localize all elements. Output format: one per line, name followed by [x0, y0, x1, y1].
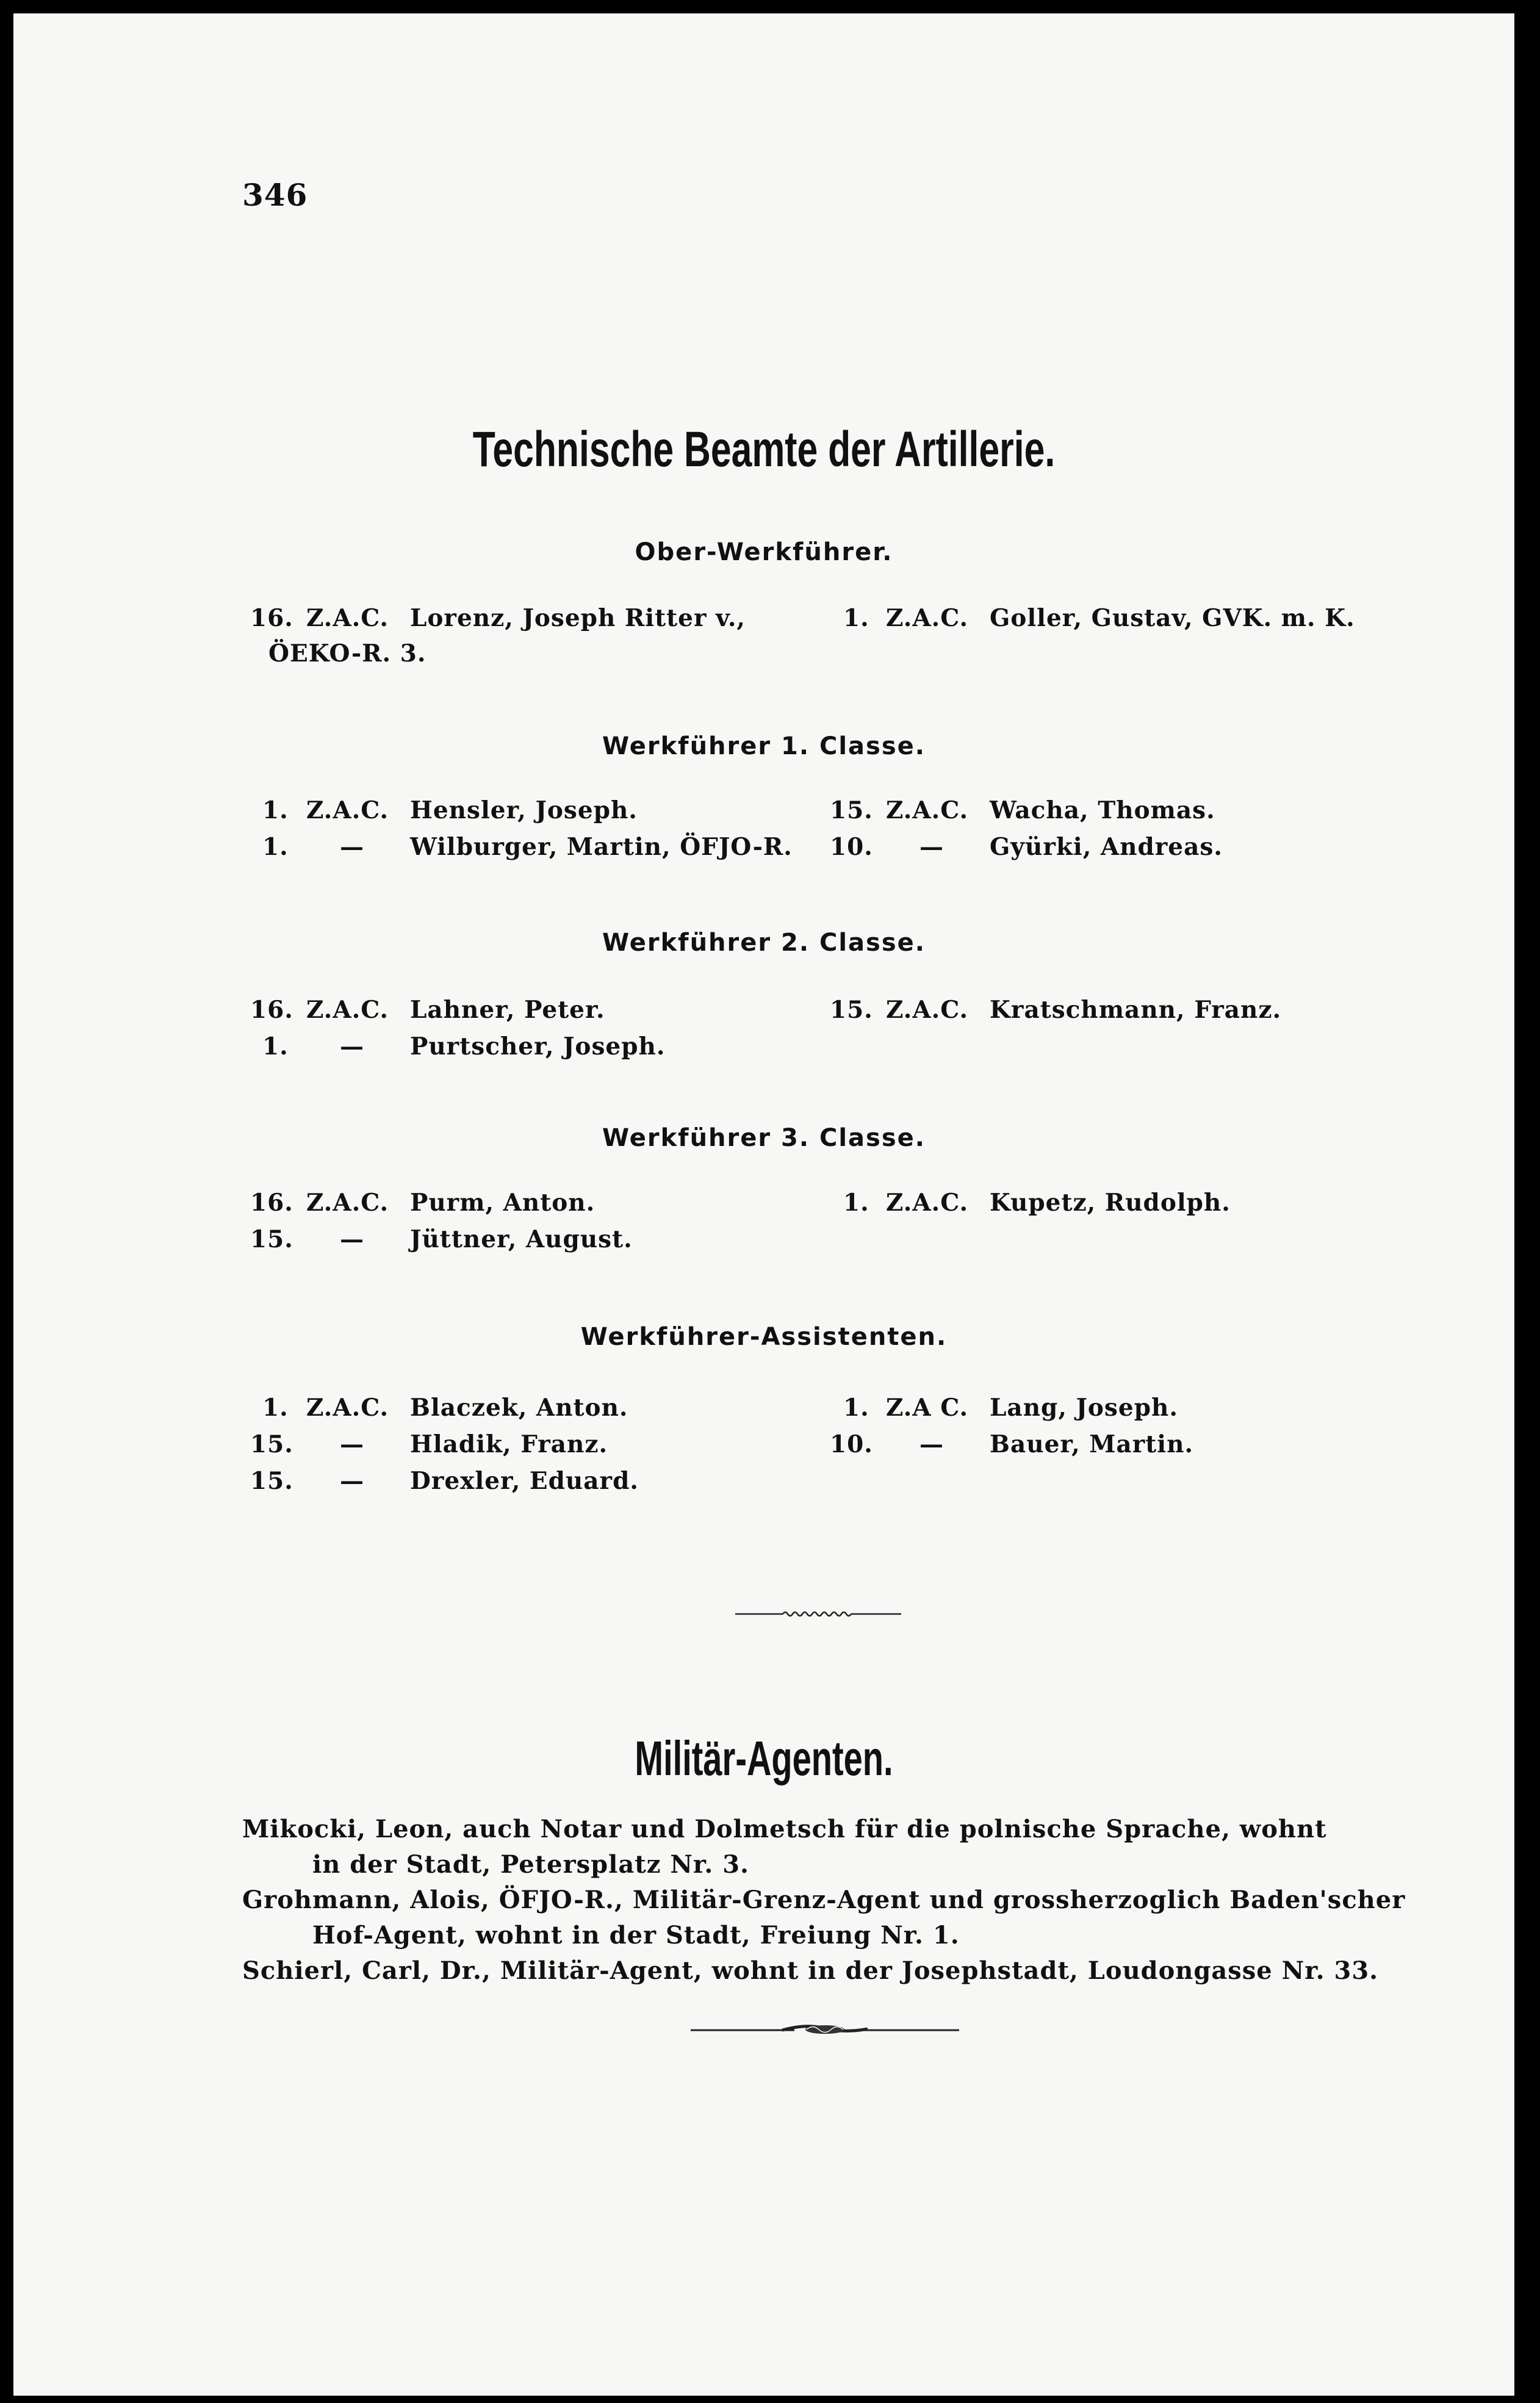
list-item: 1. Z.A.C. Hensler, Joseph. [262, 796, 638, 824]
list-item: 15. — Hladik, Franz. [250, 1430, 608, 1458]
document-page [13, 13, 1514, 2396]
agent-entry-continuation: Hof-Agent, wohnt in der Stadt, Freiung Nr. 1. [312, 1921, 960, 1950]
section-title-militaer-agenten: Militär-Agenten. [635, 1731, 893, 1785]
entry-name: Lorenz, Joseph Ritter v., [410, 604, 746, 632]
agent-entry-continuation: in der Stadt, Petersplatz Nr. 3. [312, 1850, 749, 1879]
list-item: 10. — Gyürki, Andreas. [830, 833, 1223, 861]
entry-rank: Z.A.C. [306, 604, 389, 632]
page-title: Technische Beamte der Artillerie. [472, 422, 1056, 477]
agent-entry-line: Grohmann, Alois, ÖFJO-R., Militär-Grenz-Agent und grossherzoglich Baden'scher [242, 1886, 1406, 1914]
list-item [843, 604, 1355, 632]
section-heading-werkfuehrer-assistenten: Werkführer-Assistenten. [580, 1323, 948, 1351]
agent-entry-line: Schierl, Carl, Dr., Militär-Agent, wohnt in der Josephstadt, Loudongasse Nr. 33. [242, 1956, 1379, 1985]
list-item: 15. Z.A.C. Wacha, Thomas. [830, 796, 1215, 824]
ornate-divider [691, 2021, 959, 2038]
list-item: 16. Z.A.C. Lahner, Peter. [250, 996, 605, 1024]
entry-rank: Z.A.C. [886, 604, 969, 632]
page-number: 346 [242, 177, 308, 213]
list-item: 15. — Drexler, Eduard. [250, 1467, 639, 1495]
list-item: 1. Z.A.C. Blaczek, Anton. [262, 1394, 628, 1422]
section-heading-werkfuehrer-2-classe: Werkführer 2. Classe. [602, 929, 926, 957]
list-item: 1. Z.A C. Lang, Joseph. [843, 1394, 1178, 1422]
entry-name: Goller, Gustav, GVK. m. K. [990, 604, 1355, 632]
list-item: 10. — Bauer, Martin. [830, 1430, 1194, 1458]
wavy-divider [735, 1610, 901, 1618]
list-item: 1. — Wilburger, Martin, ÖFJO-R. [262, 833, 793, 861]
list-item [250, 604, 746, 632]
agent-entry-line: Mikocki, Leon, auch Notar und Dolmetsch für die polnische Sprache, wohnt [242, 1815, 1327, 1843]
list-item: 16. Z.A.C. Purm, Anton. [250, 1189, 595, 1217]
section-heading-ober-werkfuehrer: Ober-Werkführer. [635, 538, 893, 566]
list-item: 15. — Jüttner, August. [250, 1225, 633, 1253]
entry-number: 16. [250, 604, 293, 632]
section-heading-werkfuehrer-1-classe: Werkführer 1. Classe. [602, 732, 926, 760]
entry-number: 1. [843, 604, 869, 632]
section-heading-werkfuehrer-3-classe: Werkführer 3. Classe. [602, 1124, 926, 1152]
list-item: 15. Z.A.C. Kratschmann, Franz. [830, 996, 1282, 1024]
list-item: 1. Z.A.C. Kupetz, Rudolph. [843, 1189, 1231, 1217]
entry-continuation: ÖEKO-R. 3. [268, 639, 426, 668]
list-item: 1. — Purtscher, Joseph. [262, 1032, 666, 1061]
